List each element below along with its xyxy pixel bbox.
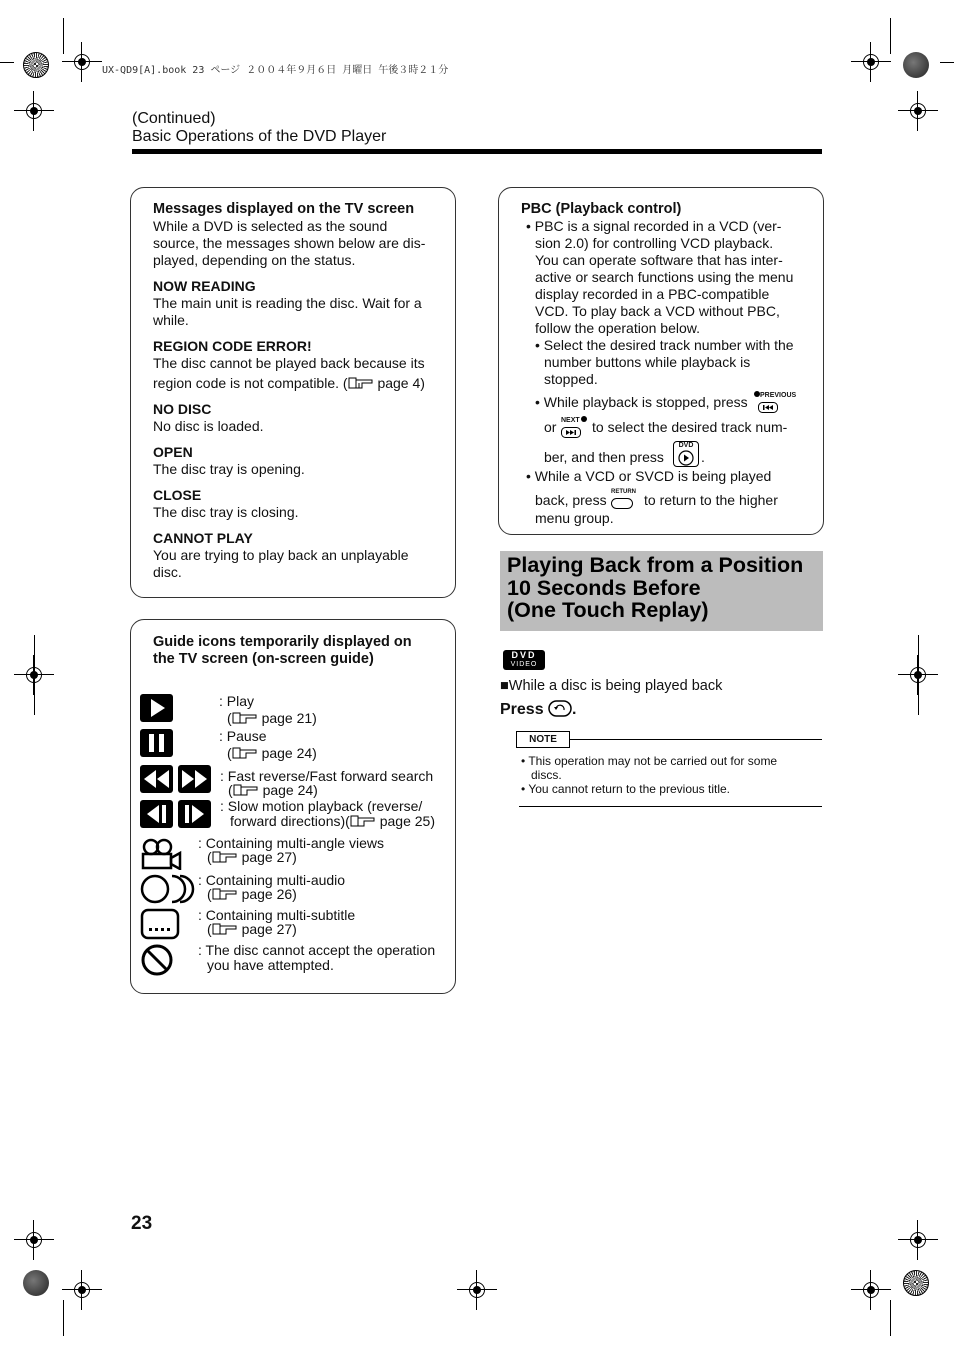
- message-text: The disc cannot be played back because its: [153, 355, 425, 371]
- message-heading: REGION CODE ERROR!: [153, 338, 312, 354]
- message-heading: NO DISC: [153, 401, 212, 417]
- guide-label: : The disc cannot accept the operation: [198, 942, 436, 958]
- note-label: NOTE: [516, 731, 570, 748]
- pbc-line: to select the desired track num-: [592, 419, 788, 435]
- note-item: • You cannot return to the previous title.: [521, 782, 731, 796]
- color-target-icon: [903, 1270, 929, 1296]
- page-reference-icon: [350, 814, 376, 828]
- page-reference: page 26): [241, 886, 297, 902]
- page-reference-icon: [232, 746, 258, 760]
- intro-line: played, depending on the status.: [153, 252, 356, 268]
- guide-ref: ( page 27): [207, 849, 297, 865]
- pbc-title: PBC (Playback control): [521, 201, 682, 217]
- pbc-line: display recorded in a PBC-compatible: [535, 286, 770, 302]
- slow-reverse-icon: [140, 800, 173, 828]
- press-label: Press: [500, 701, 544, 718]
- previous-label: PREVIOUS: [760, 392, 797, 399]
- message-text: No disc is loaded.: [153, 418, 264, 434]
- guide-label: : Slow motion playback (reverse/: [220, 798, 423, 814]
- guide-icons-title: [153, 634, 448, 668]
- message-item: [153, 530, 448, 581]
- message-heading: OPEN: [153, 444, 193, 460]
- intro-line: source, the messages shown below are dis-: [153, 235, 426, 251]
- note-item: discs.: [531, 768, 562, 782]
- pbc-line: • While a VCD or SVCD is being played: [526, 468, 772, 484]
- guide-ref: ( page 26): [207, 886, 297, 902]
- registration-mark-icon: [898, 91, 938, 131]
- section-title: [507, 554, 803, 622]
- color-target-icon: [903, 52, 929, 78]
- page-reference: page 25): [379, 813, 435, 829]
- notes-list: [521, 754, 777, 796]
- return-button-graphic: [611, 489, 643, 514]
- play-icon: [140, 694, 173, 722]
- press-instruction: Press .: [500, 701, 577, 718]
- trim-line: [63, 1300, 64, 1336]
- registration-mark-icon: [898, 1220, 938, 1260]
- guide-label: : Containing multi-subtitle: [198, 907, 356, 923]
- message-text: You are trying to play back an unplayable: [153, 547, 409, 563]
- title-line: the TV screen (on-screen guide): [153, 651, 374, 667]
- message-text: [153, 375, 448, 392]
- note-rule-bottom: [519, 806, 822, 807]
- pbc-line: • PBC is a signal recorded in a VCD (ver-: [526, 218, 782, 234]
- previous-button-graphic: [754, 391, 798, 418]
- guide-label-cont: forward directions)(: [230, 813, 350, 829]
- message-heading: CANNOT PLAY: [153, 530, 253, 546]
- page-reference-icon: [232, 711, 258, 725]
- message-text: The main unit is reading the disc. Wait for a: [153, 295, 422, 311]
- next-button-graphic: [561, 416, 591, 443]
- next-icon: [561, 427, 581, 438]
- message-text-part: region code is not compatible. (: [153, 375, 348, 391]
- pbc-line: follow the operation below.: [535, 320, 700, 336]
- trim-line: [63, 18, 64, 54]
- multi-audio-icon: [140, 873, 196, 905]
- pbc-line: stopped.: [544, 371, 598, 387]
- trim-line: [890, 1300, 891, 1336]
- guide-ref: [220, 813, 435, 830]
- play-button-icon: [678, 450, 694, 466]
- message-heading: CLOSE: [153, 487, 202, 503]
- guide-label: : Pause: [219, 728, 267, 744]
- message-text: disc.: [153, 564, 182, 580]
- header-rule: [132, 149, 822, 154]
- registration-mark-icon: [62, 1270, 102, 1310]
- title-line: (One Touch Replay): [507, 598, 709, 622]
- pbc-line: • Select the desired track number with the: [535, 337, 794, 353]
- continued-label: (Continued): [132, 110, 216, 127]
- pbc-line: • While playback is stopped, press: [535, 394, 748, 410]
- title-line: Guide icons temporarily displayed on: [153, 634, 412, 650]
- next-label: NEXT: [561, 417, 580, 424]
- guide-ref: ( page 27): [207, 921, 297, 937]
- trim-line: [918, 635, 919, 715]
- registration-mark-icon: [851, 1270, 891, 1310]
- page-title: Basic Operations of the DVD Player: [132, 128, 387, 145]
- guide-item-search: [220, 768, 433, 799]
- dvd-play-button-graphic: [673, 441, 701, 468]
- badge-bottom: VIDEO: [510, 661, 538, 668]
- message-text: while.: [153, 312, 189, 328]
- message-item: [153, 278, 448, 329]
- title-line: Playing Back from a Position: [507, 553, 804, 577]
- pbc-sub-bullet: [535, 337, 811, 388]
- replay-button-icon: [548, 700, 572, 717]
- guide-ref: ( page 24): [227, 745, 317, 761]
- pbc-line: ber, and then press: [544, 449, 664, 465]
- title-line: 10 Seconds Before: [507, 575, 701, 600]
- message-item: [153, 487, 448, 521]
- guide-item-slow: [220, 798, 435, 830]
- dvd-label: DVD: [678, 442, 694, 449]
- guide-label: : Fast reverse/Fast forward search: [220, 768, 434, 784]
- message-text: The disc tray is opening.: [153, 461, 305, 477]
- registration-mark-icon: [14, 1220, 54, 1260]
- pbc-line: number buttons while playback is: [544, 354, 751, 370]
- pbc-line: VCD. To play back a VCD without PBC,: [535, 303, 780, 319]
- page-number: 23: [131, 1213, 153, 1234]
- pbc-line: back, press: [535, 492, 607, 508]
- pbc-line: menu group.: [535, 510, 614, 526]
- message-item: [153, 338, 448, 392]
- pbc-line: active or search functions using the menu: [535, 269, 794, 285]
- message-item: [153, 401, 448, 435]
- guide-item-play: [219, 693, 317, 727]
- pbc-line: to return to the higher: [644, 492, 778, 508]
- registration-mark-icon: [457, 1270, 497, 1310]
- guide-label-cont: you have attempted.: [207, 957, 334, 973]
- message-heading: NOW READING: [153, 278, 256, 294]
- previous-icon: [758, 402, 778, 413]
- slow-forward-icon: [178, 800, 211, 828]
- color-target-icon: [23, 52, 49, 78]
- trim-line: [940, 62, 954, 63]
- pause-icon: [140, 729, 173, 757]
- intro-line: While a DVD is selected as the sound: [153, 218, 388, 234]
- trim-line: [34, 635, 35, 715]
- guide-ref: ( page 21): [227, 710, 317, 726]
- pbc-content: [521, 201, 811, 388]
- pbc-line: You can operate software that has inter-: [535, 252, 783, 268]
- message-item: [153, 444, 448, 478]
- page-reference: page 21): [261, 710, 317, 726]
- guide-item-pause: [219, 728, 317, 762]
- pbc-line: sion 2.0) for controlling VCD playback.: [535, 235, 774, 251]
- multi-angle-icon: [140, 838, 182, 870]
- multi-subtitle-icon: [140, 908, 180, 940]
- messages-title: Messages displayed on the TV screen: [153, 201, 415, 217]
- registration-mark-icon: [851, 42, 891, 82]
- guide-item-subtitle: [198, 907, 355, 938]
- trim-line: [0, 62, 14, 63]
- note-rule: [570, 739, 822, 740]
- color-target-icon: [23, 1270, 49, 1296]
- return-label: RETURN: [611, 489, 636, 495]
- page-reference: page 24): [261, 745, 317, 761]
- page-reference: page 27): [241, 921, 297, 937]
- page-reference: page 4): [377, 375, 425, 391]
- registration-mark-icon: [62, 42, 102, 82]
- fast-reverse-icon: [140, 765, 173, 793]
- pbc-bullet: [526, 218, 811, 337]
- guide-item-angle: [198, 835, 384, 866]
- guide-label: : Containing multi-angle views: [198, 835, 384, 851]
- messages-content: [153, 201, 448, 581]
- guide-item-audio: [198, 872, 345, 903]
- guide-item-prohibited: [198, 942, 435, 974]
- badge-top: DVD: [511, 650, 537, 660]
- page-reference-icon: [233, 783, 259, 797]
- page-reference: page 24): [262, 782, 318, 798]
- pbc-or: or: [544, 419, 557, 435]
- note-item: • This operation may not be carried out for some: [521, 754, 778, 768]
- page-reference-icon: [212, 850, 238, 864]
- book-header: UX-QD9[A].book 23 ページ ２００４年９月６日 月曜日 午後３時２１分: [102, 65, 449, 76]
- message-text: The disc tray is closing.: [153, 504, 299, 520]
- guide-ref: ( page 24): [228, 782, 318, 798]
- return-icon: [611, 498, 633, 509]
- dvd-video-badge: [503, 650, 545, 670]
- fast-forward-icon: [178, 765, 211, 793]
- page-reference-icon: [348, 376, 374, 390]
- messages-intro: [153, 218, 448, 269]
- prohibited-icon: [140, 943, 174, 977]
- page-reference: page 27): [241, 849, 297, 865]
- trim-line: [890, 18, 891, 54]
- guide-label: : Play: [219, 693, 255, 709]
- page-reference-icon: [212, 887, 238, 901]
- registration-mark-icon: [14, 91, 54, 131]
- pbc-sub-bullet-2: [535, 394, 748, 411]
- guide-label: : Containing multi-audio: [198, 872, 346, 888]
- section-header: [132, 110, 386, 146]
- period: .: [701, 449, 705, 465]
- page-reference-icon: [212, 922, 238, 936]
- condition-text: ■While a disc is being played back: [500, 678, 723, 694]
